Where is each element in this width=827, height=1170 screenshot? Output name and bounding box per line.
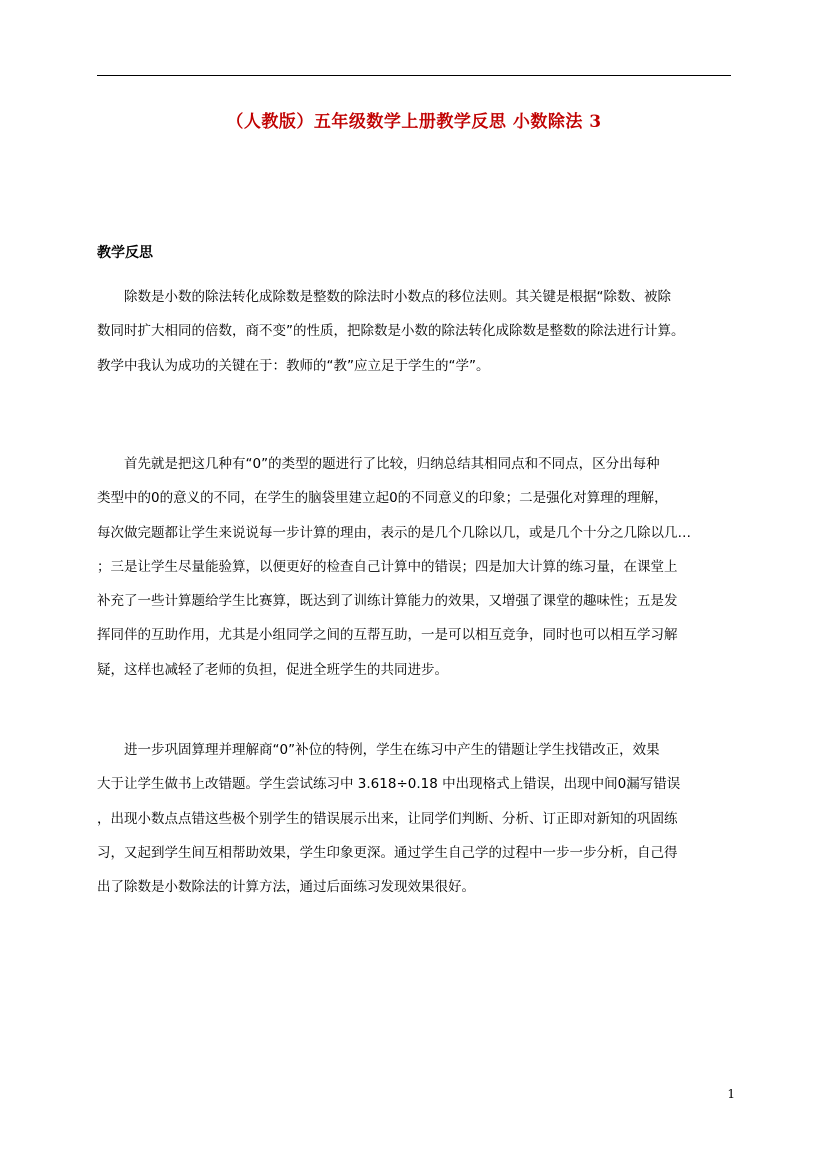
paragraph-line: 教学中我认为成功的关键在于：教师的“教”应立足于学生的“学”。 <box>97 357 490 374</box>
paragraph-1 <box>97 280 731 383</box>
paragraph-line: 进一步巩固算理并理解商“0”补位的特例，学生在练习中产生的错题让学生找错改正，效果 <box>97 742 660 758</box>
paragraph-line: 疑，这样也减轻了老师的负担，促进全班学生的共同进步。 <box>97 661 448 678</box>
paragraph-line: ；三是让学生尽量能验算，以便更好的检查自己计算中的错误；四是加大计算的练习量，在课堂上 <box>97 558 678 575</box>
document-title: （人教版）五年级数学上册教学反思 小数除法 3 <box>226 112 602 132</box>
header-rule <box>97 75 731 76</box>
paragraph-line: 大于让学生做书上改错题。学生尝试练习中 3.618÷0.18 中出现格式上错误，出现中间0漏写错误 <box>97 776 681 793</box>
paragraph-line: 类型中的0的意义的不同，在学生的脑袋里建立起0的不同意义的印象；二是强化对算理的理解， <box>97 490 668 507</box>
paragraph-line: 首先就是把这几种有“0”的类型的题进行了比较，归纳总结其相同点和不同点，区分出每种 <box>97 456 660 472</box>
paragraph-line: ，出现小数点点错这些极个别学生的错误展示出来，让同学们判断、分析、订正即对新知的巩固练 <box>97 810 678 827</box>
paragraph-line: 挥同伴的互助作用，尤其是小组同学之间的互帮互助，一是可以相互竞争，同时也可以相互学习解 <box>97 627 678 644</box>
paragraph-line: 数同时扩大相同的倍数，商不变”的性质，把除数是小数的除法转化成除数是整数的除法进行计算。 <box>97 323 685 340</box>
paragraph-line: 补充了一些计算题给学生比赛算，既达到了训练计算能力的效果，又增强了课堂的趣味性；五是发 <box>97 593 678 610</box>
paragraph-3 <box>97 733 731 904</box>
paragraph-line: 除数是小数的除法转化成除数是整数的除法时小数点的移位法则。其关键是根据“除数、被除 <box>97 289 671 305</box>
paragraph-line: 每次做完题都让学生来说说每一步计算的理由，表示的是几个几除以几，或是几个十分之几除以几… <box>97 524 691 541</box>
paragraph-line: 习，又起到学生间互相帮助效果，学生印象更深。通过学生自己学的过程中一步一步分析，自己得 <box>97 844 678 861</box>
paragraph-line: 出了除数是小数除法的计算方法，通过后面练习发现效果很好。 <box>97 879 475 896</box>
page-number: 1 <box>727 1087 735 1101</box>
paragraph-2 <box>97 447 731 687</box>
section-heading: 教学反思 <box>97 245 153 261</box>
